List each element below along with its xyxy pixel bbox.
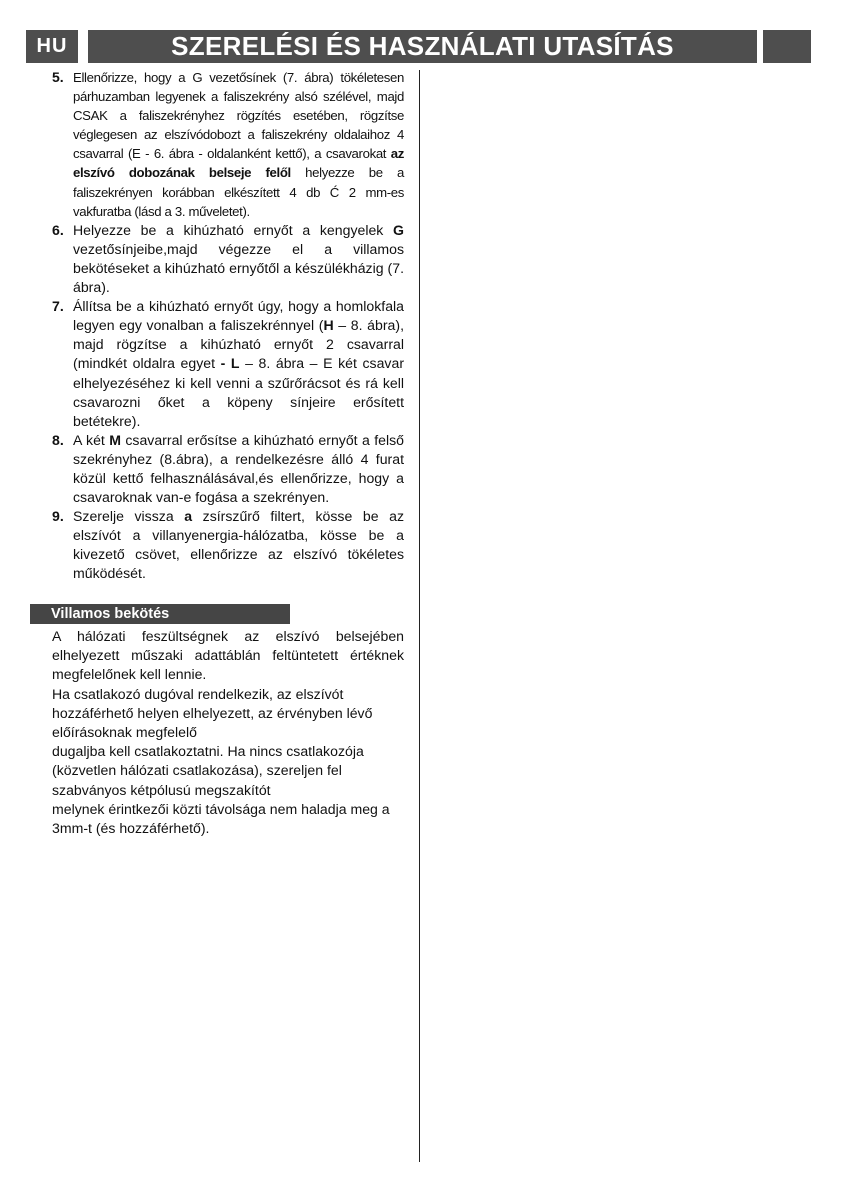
paragraph-line: Ha csatlakozó dugóval rendelkezik, az elszívót hozzáférhető helyen elhelyezett, az érvényben lévő előírásoknak megfelelő	[52, 685, 373, 741]
step-text: helyezze be a faliszekrényen korábban elkészített 4 db Ć 2 mm-es vakfuratba (lásd a 3. műveletet).	[73, 165, 404, 219]
step-number: 7.	[52, 298, 64, 315]
page-title: SZERELÉSI ÉS HASZNÁLATI UTASÍTÁS	[88, 30, 757, 63]
step-text: csavarral erősítse a kihúzható ernyőt a felső szekrényhez (8.ábra), a rendelkezésre álló 4 furat közül kettő felhasználásával,és ellenőrizze, hogy a csavaroknak van-e fogása a szekrényen.	[73, 431, 404, 506]
step-item	[52, 431, 404, 507]
electrical-connection-text	[52, 627, 404, 838]
language-badge: HU	[26, 30, 78, 63]
step-text: – 8. ábra), majd rögzítse a kihúzható ernyőt 2 csavarral (mindkét oldalra egyet	[73, 317, 404, 372]
header-end-block	[763, 30, 811, 63]
step-item	[52, 68, 404, 221]
paragraph-line: melynek érintkezői közti távolsága nem haladja meg a 3mm-t (és hozzáférhető).	[52, 800, 390, 837]
step-text: Szerelje vissza	[73, 508, 185, 525]
step-bold-text: G	[393, 221, 404, 238]
section-heading-electrical: Villamos bekötés	[30, 604, 290, 624]
step-number: 8.	[52, 431, 64, 448]
step-item	[52, 221, 404, 297]
page-header	[26, 30, 811, 63]
step-bold-text: H	[323, 317, 334, 334]
paragraph-line: dugaljba kell csatlakoztatni. Ha nincs csatlakozója (közvetlen hálózati csatlakozása), szereljen fel szabványos kétpólusú megszakítót	[52, 743, 364, 798]
step-text: Ellenőrizze, hogy a G vezetősínek (7. ábra) tökéletesen párhuzamban legyenek a faliszekrény alsó szélével, majd CSAK a faliszekrényhez rögzítés esetében, rögzítse véglegesen az elszívódobozt a faliszekrény oldalaihoz 4 csavarral (E - 6. ábra - oldalanként kettő), a csavarokat	[73, 70, 404, 162]
column-divider	[419, 70, 420, 1162]
step-number: 9.	[52, 508, 64, 525]
left-column	[52, 68, 404, 584]
step-item	[52, 297, 404, 431]
step-number: 6.	[52, 221, 64, 238]
step-bold-text: a	[184, 508, 193, 525]
step-text: zsírszűrő filtert, kösse be az elszívót a villanyenergia-hálózatba, kösse be a kivezető csövet, ellenőrizze az elszívó tökéletes működését.	[73, 508, 405, 582]
paragraph-line: A hálózati feszültségnek az elszívó belsejében elhelyezett műszaki adattáblán feltüntetett értéknek megfelelőnek kell lennie.	[52, 628, 404, 683]
step-text: vezetősínjeibe,majd végezze el a villamos bekötéseket a kihúzható ernyőtől a készülékházig (7. ábra).	[73, 240, 404, 296]
step-number: 5.	[52, 69, 64, 85]
step-bold-text: - L	[220, 355, 240, 372]
step-text: Állítsa be a kihúzható ernyőt úgy, hogy a homlokfala legyen egy vonalban a faliszekrénnyel (	[73, 298, 404, 334]
instruction-steps	[52, 68, 404, 584]
step-bold-text: M	[109, 431, 121, 448]
step-item	[52, 507, 404, 583]
step-bold-text: az elszívó dobozának belseje felől	[73, 146, 404, 181]
step-text: A két	[73, 431, 110, 448]
step-text: Helyezze be a kihúzható ernyőt a kengyelek	[73, 221, 394, 238]
step-text: – 8. ábra – E két csavar elhelyezéséhez ki kell venni a szűrőrácsot és rá kell csavarozni őket a köpeny sínjeire erősített betétekre).	[73, 355, 405, 429]
